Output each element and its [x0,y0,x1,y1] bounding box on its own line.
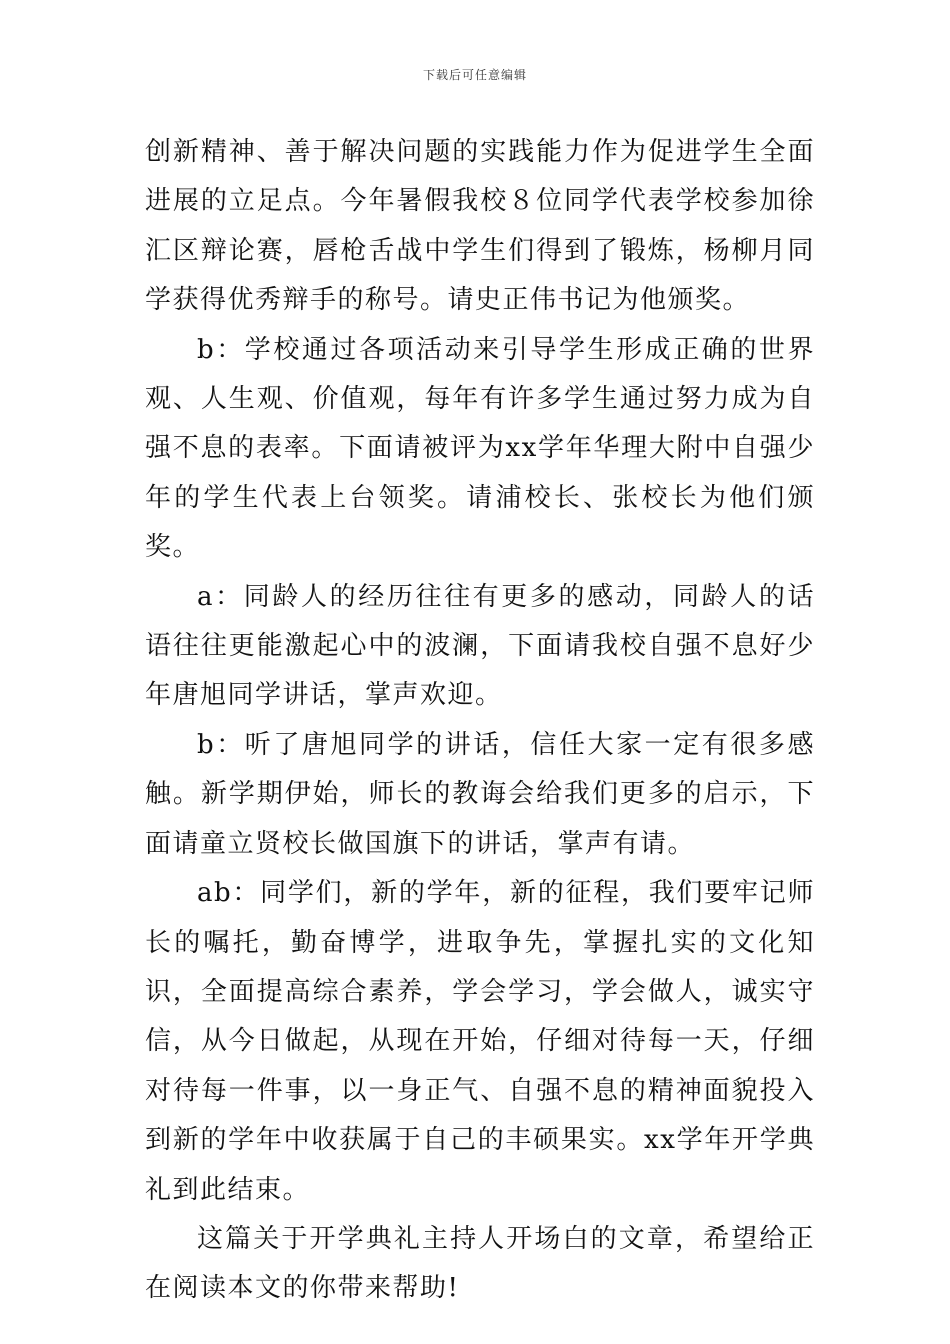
paragraph-a-speech-intro: a：同龄人的经历往往有更多的感动，同龄人的话语往往更能激起心中的波澜，下面请我校自强不息好少年唐旭同学讲话，掌声欢迎。 [145,581,815,711]
paragraph-continuation: 创新精神、善于解决问题的实践能力作为促进学生全面进展的立足点。今年暑假我校８位同学代表学校参加徐汇区辩论赛，唇枪舌战中学生们得到了锻炼，杨柳月同学获得优秀辩手的称号。请史正伟书记为他颁奖。 [145,137,815,316]
paragraph-b-principal-intro: b：听了唐旭同学的讲话，信任大家一定有很多感触。新学期伊始，师长的教诲会给我们更多的启示，下面请童立贤校长做国旗下的讲话，掌声有请。 [145,729,815,859]
paragraph-ab-closing: ab：同学们，新的学年，新的征程，我们要牢记师长的嘱托，勤奋博学，进取争先，掌握扎实的文化知识，全面提高综合素养，学会学习，学会做人，诚实守信，从今日做起，从现在开始，仔细对待每一天，仔细对待每一件事，以一身正气、自强不息的精神面貌投入到新的学年中收获属于自己的丰硕果实。xx学年开学典礼到此结束。 [145,878,815,1205]
header-note: 下载后可任意编辑 [422,68,527,82]
paragraph-ending-note: 这篇关于开学典礼主持人开场白的文章，希望给正在阅读本文的你带来帮助! [145,1223,815,1304]
document-body [145,128,815,1314]
paragraph-b-award: b：学校通过各项活动来引导学生形成正确的世界观、人生观、价值观，每年有许多学生通过努力成为自强不息的表率。下面请被评为xx学年华理大附中自强少年的学生代表上台领奖。请浦校长、张校长为他们颁奖。 [145,334,815,563]
